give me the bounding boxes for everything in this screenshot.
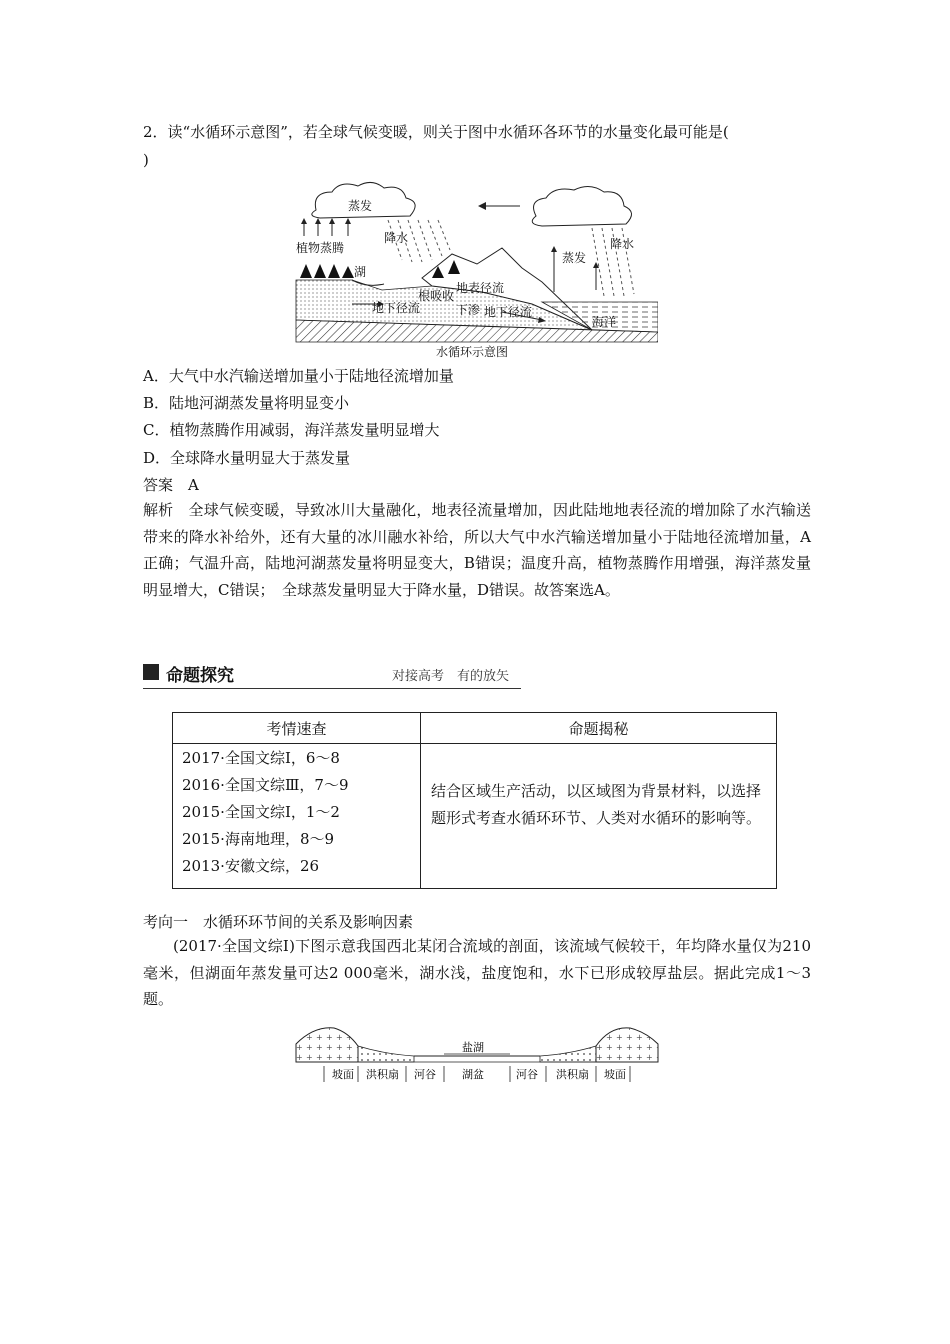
basin-profile-figure (294, 1022, 660, 1084)
label-surface-runoff: 地表径流 (456, 281, 505, 295)
option-b: B．陆地河湖蒸发量将明显变小 (143, 394, 350, 412)
list-item: 2016·全国文综Ⅲ，7～9 (182, 776, 349, 794)
intro-text: (2017·全国文综Ⅰ)下图示意我国西北某闭合流域的剖面，该流域气候较干，年均降水量仅为210毫米，但湖面年蒸发量可达2 000毫米，湖水浅，盐度饱和，水下已形成较厚盐层。据此完成1～3题。 (143, 937, 811, 1008)
question-text: 2．读“水循环示意图”，若全球气候变暖，则关于图中水循环各环节的水量变化最可能是( (143, 123, 729, 141)
section-title: 命题探究 (166, 666, 234, 686)
label-evaporation-right: 蒸发 (562, 251, 587, 265)
label-transpiration: 植物蒸腾 (296, 241, 345, 255)
segment-label: 湖盆 (462, 1068, 484, 1081)
question-paren: ) (143, 151, 149, 169)
exam-table (172, 712, 777, 889)
label-underground-runoff-left: 地下径流 (372, 301, 421, 315)
label-root-absorption: 根吸收 (418, 289, 455, 303)
insight-description: 结合区域生产活动，以区域图为背景材料，以选择题形式考查水循环环节、人类对水循环的影响等。 (421, 744, 777, 889)
segment-label: 坡面 (604, 1068, 626, 1081)
option-c: C．植物蒸腾作用减弱，海洋蒸发量明显增大 (143, 421, 440, 439)
alluvial-fan-right (540, 1046, 596, 1062)
alluvial-fan-left (358, 1046, 414, 1062)
section-divider (143, 688, 521, 689)
label-ocean: 海洋 (592, 315, 617, 329)
evaporation-arrows-left (304, 222, 348, 236)
option-d: D．全球降水量明显大于蒸发量 (143, 449, 351, 467)
left-slope (296, 1028, 358, 1062)
figure-caption: 水循环示意图 (436, 345, 509, 359)
analysis-text: 解析 全球气候变暖，导致冰川大量融化，地表径流量增加，因此陆地地表径流的增加除了水汽输送带来的降水补给外，还有大量的冰川融水补给，所以大气中水汽输送增加量小于陆地径流增加量，A正确；气温升高，陆地河湖蒸发量将明显变大，B错误；温度升高，植物蒸腾作用增强，海洋蒸发量明显增大，C错误； 全球蒸发量明显大于降水量，D错误。故答案选A。 (143, 501, 811, 599)
list-item: 2015·海南地理，8～9 (182, 830, 335, 848)
label-salt-lake: 盐湖 (462, 1041, 484, 1054)
label-evaporation-left: 蒸发 (348, 199, 373, 213)
section-marker-icon (143, 664, 159, 680)
label-infiltration: 下渗 (456, 303, 481, 317)
label-underground-runoff-right: 地下径流 (484, 305, 533, 319)
table-header-insight: 命题揭秘 (421, 713, 777, 744)
list-item: 2013·安徽文综，26 (182, 857, 320, 875)
segment-label: 洪积扇 (556, 1068, 589, 1081)
exam-list (173, 744, 421, 889)
right-slope (596, 1028, 658, 1062)
cloud-right (532, 186, 631, 226)
list-item: 2015·全国文综Ⅰ，1～2 (182, 803, 340, 821)
water-cycle-figure (292, 180, 658, 362)
segment-label: 河谷 (414, 1068, 436, 1081)
segment-label: 坡面 (332, 1068, 354, 1081)
answer: 答案 A (143, 476, 199, 494)
table-header-exams: 考情速查 (173, 713, 421, 744)
label-lake: 湖 (354, 265, 367, 279)
label-precipitation-right: 降水 (610, 237, 635, 251)
segment-label: 洪积扇 (366, 1068, 399, 1081)
section-subtitle: 对接高考 有的放矢 (392, 669, 510, 684)
direction-heading: 考向一 水循环环节间的关系及影响因素 (143, 913, 414, 931)
segment-label: 河谷 (516, 1068, 538, 1081)
list-item: 2017·全国文综Ⅰ，6～8 (182, 749, 340, 767)
label-precipitation-left: 降水 (384, 231, 409, 245)
option-a: A．大气中水汽输送增加量小于陆地径流增加量 (143, 367, 454, 385)
